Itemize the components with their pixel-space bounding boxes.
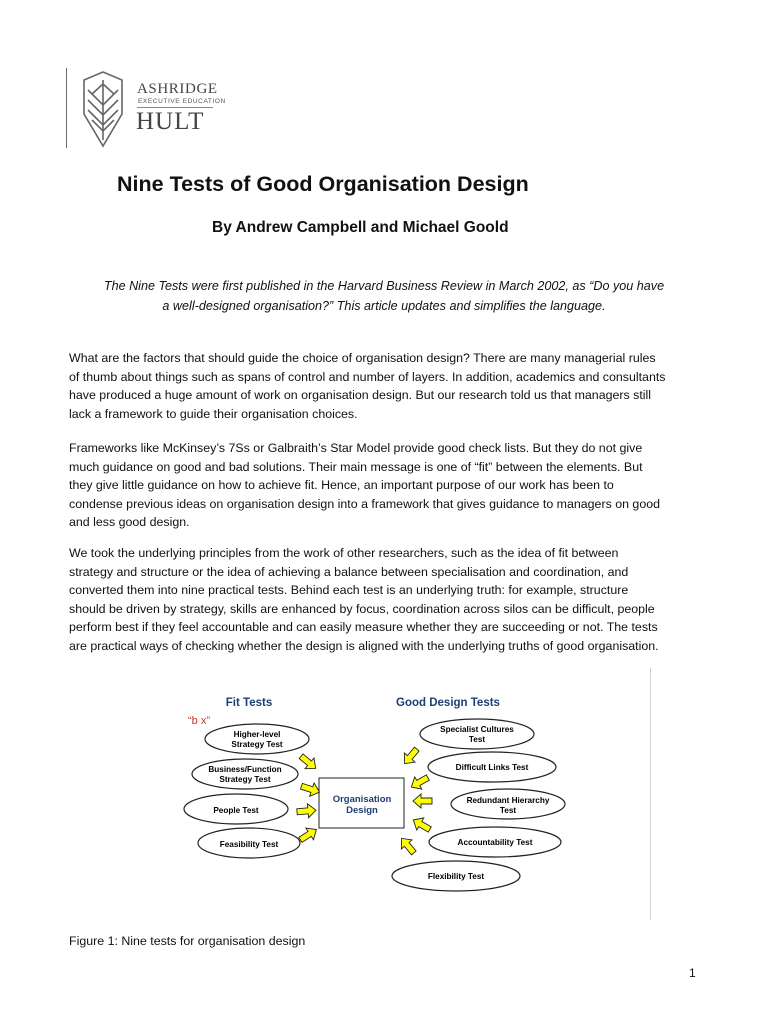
paragraph-line: much guidance on good and bad solutions. Their main message is one of “fit” between the elements. But xyxy=(69,459,643,474)
page-number: 1 xyxy=(689,966,696,980)
test-label: Strategy Test xyxy=(219,775,271,784)
test-label: Redundant Hierarchy xyxy=(466,796,550,805)
good-test-redundant-hierarchy xyxy=(451,789,565,819)
paragraph-line: What are the factors that should guide the choice of organisation design? There are many managerial rules xyxy=(69,351,656,365)
nine-tests-diagram xyxy=(170,690,570,900)
test-label: Feasibility Test xyxy=(219,840,279,849)
paragraph-line: of thumb about things such as spans of control and number of layers. In addition, academics and consultants xyxy=(69,369,666,384)
figure-caption: Figure 1: Nine tests for organisation design xyxy=(69,934,306,948)
good-test-accountability xyxy=(429,827,561,857)
intro-line: a well-designed organisation?” This article updates and simplifies the language. xyxy=(162,299,606,313)
logo-wordmark-hult: HULT xyxy=(136,108,205,135)
good-test-flexibility xyxy=(392,861,520,891)
paragraph-line: are practical ways of checking whether the design is aligned with the underlying truths of good organisation. xyxy=(69,638,659,653)
test-label: Test xyxy=(499,806,517,815)
document-byline: By Andrew Campbell and Michael Goold xyxy=(212,219,509,236)
body-paragraph xyxy=(69,349,709,423)
arrow-icon xyxy=(410,814,433,836)
document-title: Nine Tests of Good Organisation Design xyxy=(117,172,529,196)
arrow-icon xyxy=(396,834,419,858)
paragraph-line: strategy and structure or the idea of achieving a balance between specialisation and coordination, and xyxy=(69,564,629,579)
fit-test-feasibility xyxy=(198,828,300,858)
fit-test-business-function-strategy xyxy=(192,759,298,789)
logo-tagline: EXECUTIVE EDUCATION xyxy=(138,98,226,105)
test-label: People Test xyxy=(213,806,259,815)
fit-test-people xyxy=(184,794,288,824)
paragraph-line: they give little guidance on how to achieve fit. Hence, an important purpose of our work has been to xyxy=(69,478,614,493)
arrow-icon xyxy=(299,780,321,799)
paragraph-line: condense previous ideas on organisation design into a framework that gives guidance to managers on good xyxy=(69,496,660,511)
intro-line: The Nine Tests were first published in the Harvard Business Review in March 2002, as “Do you have xyxy=(103,279,665,293)
body-paragraph xyxy=(69,439,709,532)
good-test-difficult-links xyxy=(428,752,556,782)
test-label: Strategy Test xyxy=(231,740,283,749)
test-label: Higher-level xyxy=(233,730,281,739)
logo-divider xyxy=(66,68,67,148)
paragraph-line: perform best if they feel accountable and can easily measure whether they are succeeding or not. The tests xyxy=(69,620,658,635)
test-label: Test xyxy=(468,735,486,744)
paragraph-line: converted them into nine practical tests. Behind each test is an underlying truth: for example, structure xyxy=(69,583,629,598)
arrow-icon xyxy=(408,771,431,793)
paragraph-line: Frameworks like McKinsey’s 7Ss or Galbraith’s Star Model provide good check lists. But they do not give xyxy=(69,441,643,455)
arrow-icon xyxy=(297,751,321,774)
paragraph-line: lack a framework to guide their organisation choices. xyxy=(69,406,358,421)
paragraph-line: should be driven by strategy, skills are enhanced by focus, coordination across silos can be difficult, people xyxy=(69,601,655,616)
good-test-specialist-cultures xyxy=(420,719,534,749)
figure-margin-rule xyxy=(650,668,651,920)
test-label: Accountability Test xyxy=(457,838,533,847)
fit-tests-heading: Fit Tests xyxy=(225,697,273,709)
paragraph-line: have produced a huge amount of work on organisation design. But our research told us that managers still xyxy=(69,388,652,403)
test-label: Business/Function xyxy=(208,765,282,774)
arrow-icon xyxy=(413,794,432,808)
paragraph-line: We took the underlying principles from the work of other researchers, such as the idea of fit between xyxy=(69,546,619,560)
center-label-line: Design xyxy=(346,805,378,816)
good-design-tests-heading: Good Design Tests xyxy=(396,697,500,709)
body-paragraph xyxy=(69,544,709,656)
annotation-text: “b x” xyxy=(188,715,210,727)
test-label: Difficult Links Test xyxy=(455,763,529,772)
test-label: Flexibility Test xyxy=(427,872,485,881)
ashridge-crest-icon xyxy=(74,70,132,148)
logo-wordmark-ashridge: ASHRIDGE xyxy=(137,81,218,97)
test-label: Specialist Cultures xyxy=(440,725,514,734)
fit-test-higher-level-strategy xyxy=(205,724,309,754)
arrow-icon xyxy=(296,803,316,819)
arrow-icon xyxy=(399,745,422,769)
paragraph-line: and less good design. xyxy=(69,515,190,530)
center-label-line: Organisation xyxy=(332,794,392,805)
